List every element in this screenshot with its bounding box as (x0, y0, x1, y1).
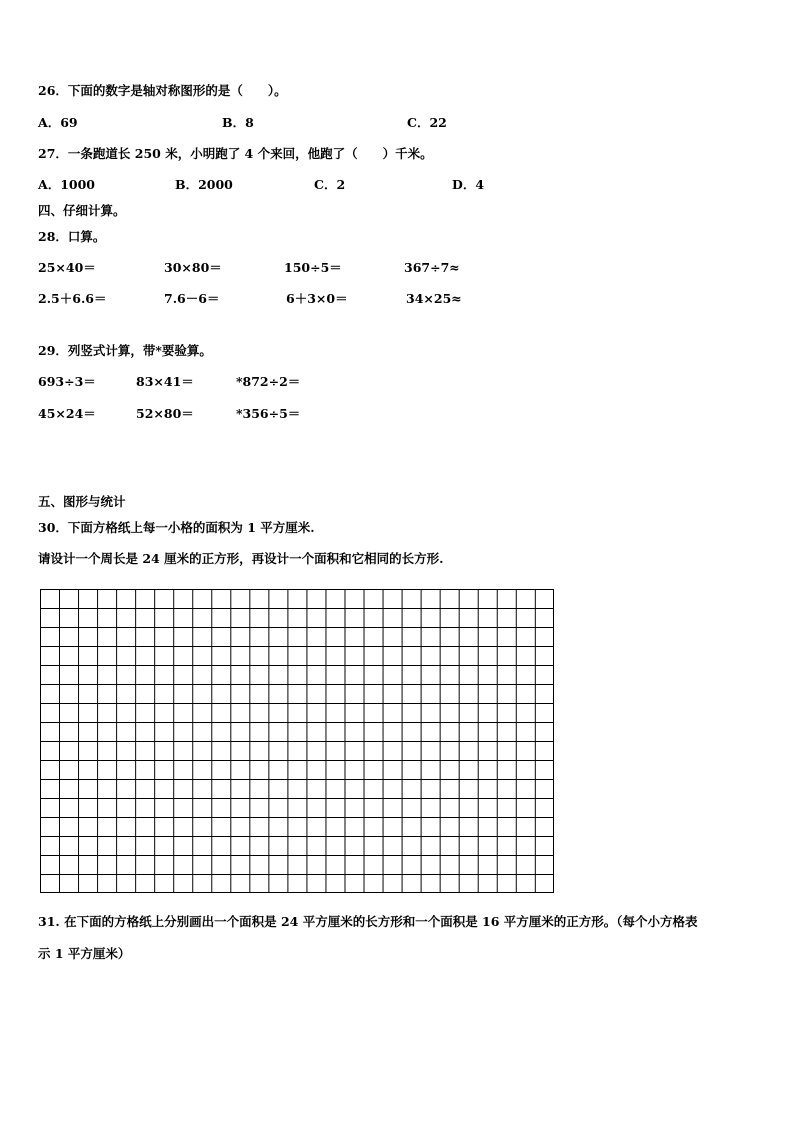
q27-stem: 27．一条跑道长 250 米，小明跑了 4 个来回，他跑了（ ）千米。 (38, 146, 433, 161)
q28-item: 7.6－6＝ (164, 291, 220, 306)
section-heading-5: 五、图形与统计 (38, 494, 126, 509)
q28-item: 25×40＝ (38, 260, 96, 275)
q26-option-b: B．8 (222, 115, 254, 130)
q28-item: 367÷7≈ (404, 260, 460, 275)
q30-line-1: 30．下面方格纸上每一小格的面积为 1 平方厘米. (38, 520, 315, 535)
q29-item: 52×80＝ (136, 406, 194, 421)
q29-item: 693÷3＝ (38, 374, 96, 389)
square-grid-paper (40, 589, 554, 893)
q26-option-c: C．22 (407, 115, 447, 130)
q29-item: 83×41＝ (136, 374, 194, 389)
q28-item: 34×25≈ (406, 291, 462, 306)
q28-item: 150÷5＝ (284, 260, 342, 275)
q27-option-d: D．4 (452, 177, 485, 192)
q26-stem: 26．下面的数字是轴对称图形的是（ ）。 (38, 83, 287, 98)
q28-item: 2.5＋6.6＝ (38, 291, 107, 306)
q29-item: *872÷2＝ (236, 374, 301, 389)
q29-stem: 29．列竖式计算，带*要验算。 (38, 343, 212, 358)
q29-item: *356÷5＝ (236, 406, 301, 421)
q28-item: 30×80＝ (164, 260, 222, 275)
q31-line-1: 31. 在下面的方格纸上分别画出一个面积是 24 平方厘米的长方形和一个面积是 16 平方厘米的正方形。（每个小方格表 (38, 914, 698, 929)
section-heading-4: 四、仔细计算。 (38, 203, 126, 218)
q27-option-a: A．1000 (38, 177, 95, 192)
q27-option-c: C．2 (314, 177, 346, 192)
q28-stem: 28．口算。 (38, 229, 106, 244)
q28-item: 6＋3×0＝ (286, 291, 348, 306)
q29-item: 45×24＝ (38, 406, 96, 421)
q26-option-a: A．69 (38, 115, 78, 130)
q27-option-b: B．2000 (175, 177, 233, 192)
q30-line-2: 请设计一个周长是 24 厘米的正方形，再设计一个面积和它相同的长方形. (38, 551, 444, 566)
q31-line-2: 示 1 平方厘米） (38, 946, 131, 961)
